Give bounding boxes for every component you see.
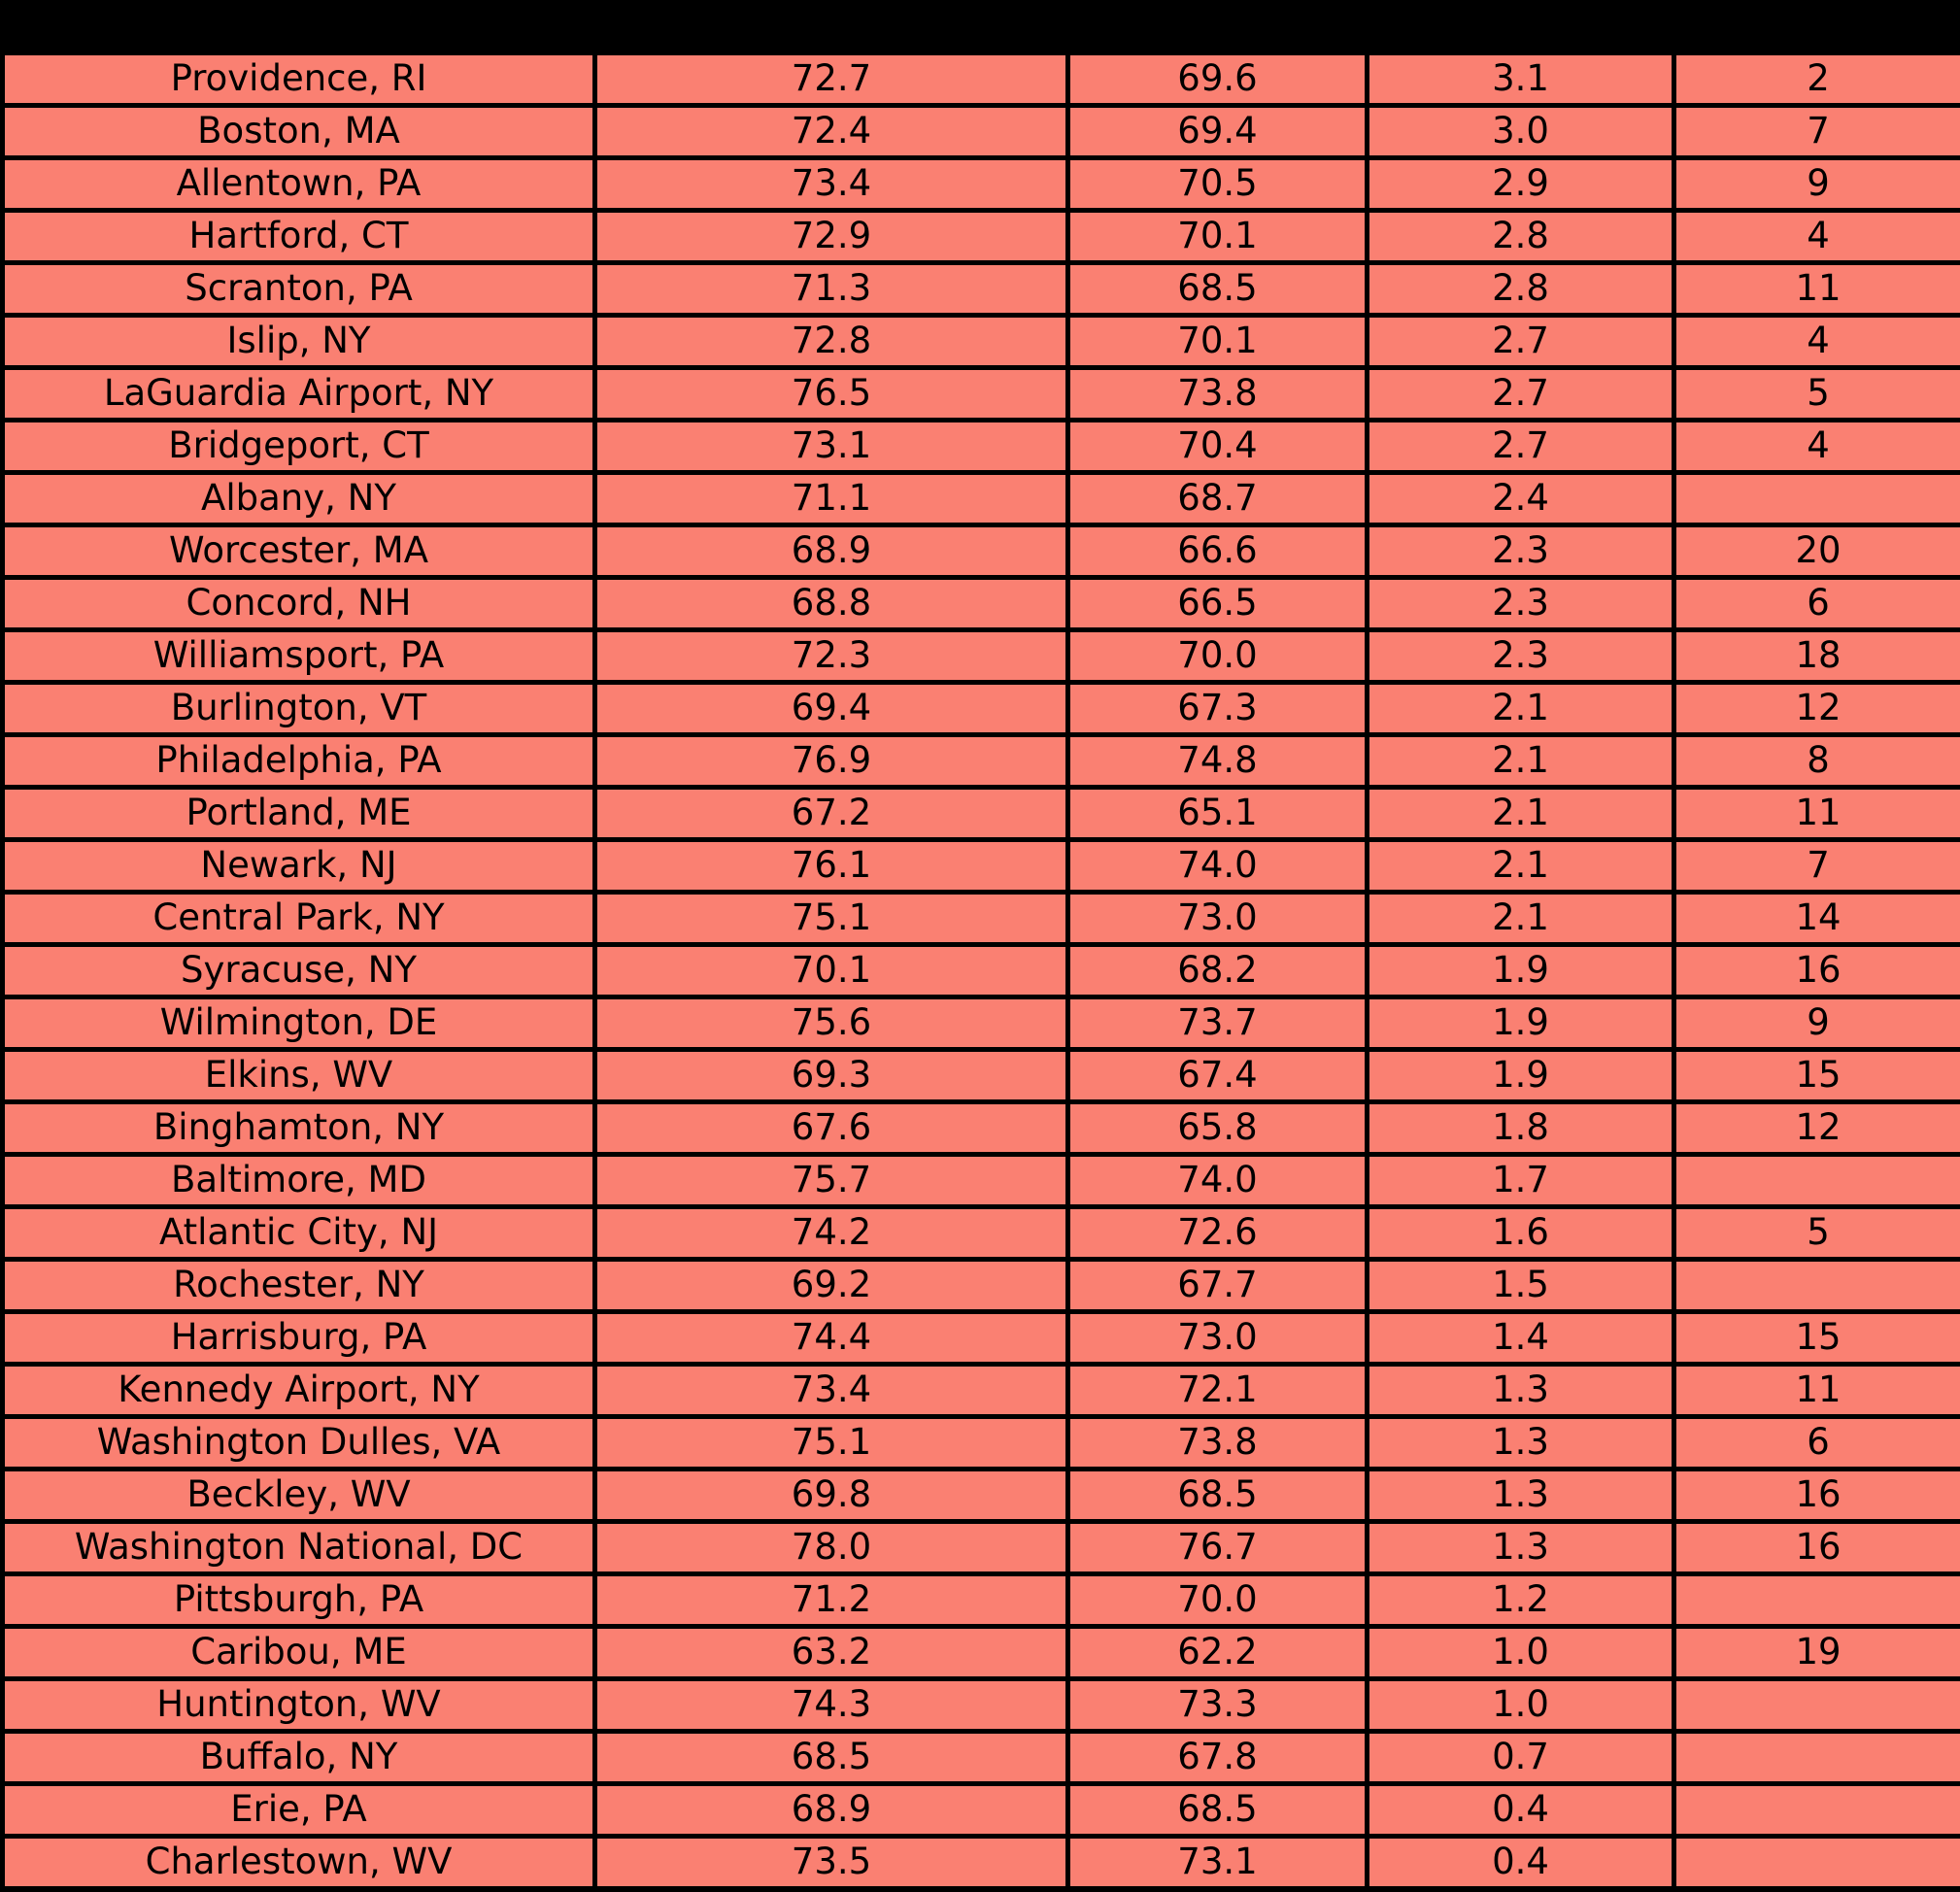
normal-temp-cell: 74.0 bbox=[1068, 840, 1368, 893]
table-row bbox=[3, 683, 1960, 735]
rank-cell: 9 bbox=[1674, 158, 1960, 211]
table-row bbox=[3, 1679, 1960, 1732]
departure-cell: 1.9 bbox=[1368, 997, 1674, 1050]
header-cell-departure bbox=[1368, 3, 1674, 53]
departure-cell: 1.5 bbox=[1368, 1260, 1674, 1312]
city-cell: Burlington, VT bbox=[3, 683, 595, 735]
table-row bbox=[3, 840, 1960, 893]
rank-cell: 4 bbox=[1674, 316, 1960, 368]
table-row bbox=[3, 1417, 1960, 1470]
city-cell: Caribou, ME bbox=[3, 1627, 595, 1679]
table-row bbox=[3, 945, 1960, 997]
mean-temp-cell: 72.4 bbox=[595, 106, 1068, 158]
rank-cell: 18 bbox=[1674, 630, 1960, 683]
normal-temp-cell: 68.5 bbox=[1068, 1470, 1368, 1522]
normal-temp-cell: 67.4 bbox=[1068, 1050, 1368, 1102]
normal-temp-cell: 72.1 bbox=[1068, 1365, 1368, 1417]
departure-cell: 0.4 bbox=[1368, 1784, 1674, 1837]
city-cell: Philadelphia, PA bbox=[3, 735, 595, 788]
normal-temp-cell: 73.0 bbox=[1068, 893, 1368, 945]
city-cell: Albany, NY bbox=[3, 473, 595, 525]
table-row bbox=[3, 1627, 1960, 1679]
mean-temp-cell: 69.2 bbox=[595, 1260, 1068, 1312]
rank-cell: 11 bbox=[1674, 263, 1960, 316]
departure-cell: 2.7 bbox=[1368, 421, 1674, 473]
table-row bbox=[3, 53, 1960, 106]
table-row bbox=[3, 1102, 1960, 1155]
table-row bbox=[3, 106, 1960, 158]
normal-temp-cell: 62.2 bbox=[1068, 1627, 1368, 1679]
mean-temp-cell: 68.5 bbox=[595, 1732, 1068, 1784]
city-cell: Charlestown, WV bbox=[3, 1837, 595, 1889]
table-row bbox=[3, 1207, 1960, 1260]
table-row bbox=[3, 1522, 1960, 1574]
departure-cell: 3.1 bbox=[1368, 53, 1674, 106]
city-cell: Newark, NJ bbox=[3, 840, 595, 893]
city-cell: Binghamton, NY bbox=[3, 1102, 595, 1155]
mean-temp-cell: 68.9 bbox=[595, 1784, 1068, 1837]
mean-temp-cell: 72.3 bbox=[595, 630, 1068, 683]
table-row bbox=[3, 1732, 1960, 1784]
normal-temp-cell: 66.6 bbox=[1068, 525, 1368, 578]
table-row bbox=[3, 1470, 1960, 1522]
departure-cell: 2.8 bbox=[1368, 211, 1674, 263]
rank-cell: 16 bbox=[1674, 945, 1960, 997]
normal-temp-cell: 73.8 bbox=[1068, 368, 1368, 421]
rank-cell: 16 bbox=[1674, 1522, 1960, 1574]
city-cell: Scranton, PA bbox=[3, 263, 595, 316]
departure-cell: 2.7 bbox=[1368, 316, 1674, 368]
city-cell: Allentown, PA bbox=[3, 158, 595, 211]
normal-temp-cell: 68.2 bbox=[1068, 945, 1368, 997]
table-row bbox=[3, 368, 1960, 421]
city-cell: Syracuse, NY bbox=[3, 945, 595, 997]
normal-temp-cell: 70.0 bbox=[1068, 630, 1368, 683]
mean-temp-cell: 76.9 bbox=[595, 735, 1068, 788]
mean-temp-cell: 72.7 bbox=[595, 53, 1068, 106]
normal-temp-cell: 67.8 bbox=[1068, 1732, 1368, 1784]
mean-temp-cell: 74.4 bbox=[595, 1312, 1068, 1365]
normal-temp-cell: 69.4 bbox=[1068, 106, 1368, 158]
normal-temp-cell: 65.1 bbox=[1068, 788, 1368, 840]
mean-temp-cell: 68.8 bbox=[595, 578, 1068, 630]
normal-temp-cell: 70.1 bbox=[1068, 316, 1368, 368]
normal-temp-cell: 68.5 bbox=[1068, 263, 1368, 316]
mean-temp-cell: 69.8 bbox=[595, 1470, 1068, 1522]
normal-temp-cell: 67.7 bbox=[1068, 1260, 1368, 1312]
rank-cell: 19 bbox=[1674, 1627, 1960, 1679]
city-cell: Huntington, WV bbox=[3, 1679, 595, 1732]
rank-cell: 11 bbox=[1674, 1365, 1960, 1417]
mean-temp-cell: 75.1 bbox=[595, 893, 1068, 945]
city-cell: Worcester, MA bbox=[3, 525, 595, 578]
normal-temp-cell: 70.4 bbox=[1068, 421, 1368, 473]
city-cell: Wilmington, DE bbox=[3, 997, 595, 1050]
city-cell: Beckley, WV bbox=[3, 1470, 595, 1522]
departure-cell: 2.1 bbox=[1368, 840, 1674, 893]
city-cell: Washington National, DC bbox=[3, 1522, 595, 1574]
departure-cell: 1.3 bbox=[1368, 1470, 1674, 1522]
mean-temp-cell: 71.1 bbox=[595, 473, 1068, 525]
mean-temp-cell: 72.9 bbox=[595, 211, 1068, 263]
table-body bbox=[3, 53, 1960, 1889]
departure-cell: 2.7 bbox=[1368, 368, 1674, 421]
mean-temp-cell: 78.0 bbox=[595, 1522, 1068, 1574]
mean-temp-cell: 63.2 bbox=[595, 1627, 1068, 1679]
city-cell: Williamsport, PA bbox=[3, 630, 595, 683]
departure-cell: 2.3 bbox=[1368, 525, 1674, 578]
mean-temp-cell: 67.6 bbox=[595, 1102, 1068, 1155]
city-cell: Kennedy Airport, NY bbox=[3, 1365, 595, 1417]
city-cell: Bridgeport, CT bbox=[3, 421, 595, 473]
normal-temp-cell: 74.8 bbox=[1068, 735, 1368, 788]
mean-temp-cell: 72.8 bbox=[595, 316, 1068, 368]
departure-cell: 1.9 bbox=[1368, 945, 1674, 997]
rank-cell: 15 bbox=[1674, 1050, 1960, 1102]
normal-temp-cell: 69.6 bbox=[1068, 53, 1368, 106]
departure-cell: 2.8 bbox=[1368, 263, 1674, 316]
city-cell: Islip, NY bbox=[3, 316, 595, 368]
rank-cell: 6 bbox=[1674, 578, 1960, 630]
city-cell: Erie, PA bbox=[3, 1784, 595, 1837]
normal-temp-cell: 73.0 bbox=[1068, 1312, 1368, 1365]
departure-cell: 2.4 bbox=[1368, 473, 1674, 525]
city-cell: Rochester, NY bbox=[3, 1260, 595, 1312]
table-row bbox=[3, 893, 1960, 945]
table-row bbox=[3, 316, 1960, 368]
table-row bbox=[3, 630, 1960, 683]
header-cell-rank bbox=[1674, 3, 1960, 53]
rank-cell: 6 bbox=[1674, 1417, 1960, 1470]
mean-temp-cell: 76.5 bbox=[595, 368, 1068, 421]
rank-cell: 9 bbox=[1674, 997, 1960, 1050]
normal-temp-cell: 68.5 bbox=[1068, 1784, 1368, 1837]
normal-temp-cell: 70.0 bbox=[1068, 1574, 1368, 1627]
departure-cell: 1.9 bbox=[1368, 1050, 1674, 1102]
rank-cell bbox=[1674, 1784, 1960, 1837]
departure-cell: 0.7 bbox=[1368, 1732, 1674, 1784]
mean-temp-cell: 75.1 bbox=[595, 1417, 1068, 1470]
city-cell: LaGuardia Airport, NY bbox=[3, 368, 595, 421]
rank-cell: 5 bbox=[1674, 368, 1960, 421]
normal-temp-cell: 65.8 bbox=[1068, 1102, 1368, 1155]
departure-cell: 2.1 bbox=[1368, 893, 1674, 945]
mean-temp-cell: 69.4 bbox=[595, 683, 1068, 735]
rank-cell: 15 bbox=[1674, 1312, 1960, 1365]
rank-cell: 12 bbox=[1674, 683, 1960, 735]
table-row bbox=[3, 158, 1960, 211]
mean-temp-cell: 75.7 bbox=[595, 1155, 1068, 1207]
mean-temp-cell: 67.2 bbox=[595, 788, 1068, 840]
city-cell: Elkins, WV bbox=[3, 1050, 595, 1102]
departure-cell: 1.4 bbox=[1368, 1312, 1674, 1365]
rank-cell: 11 bbox=[1674, 788, 1960, 840]
table-row bbox=[3, 997, 1960, 1050]
departure-cell: 2.1 bbox=[1368, 683, 1674, 735]
normal-temp-cell: 73.3 bbox=[1068, 1679, 1368, 1732]
table-row bbox=[3, 1784, 1960, 1837]
normal-temp-cell: 73.7 bbox=[1068, 997, 1368, 1050]
rank-cell: 8 bbox=[1674, 735, 1960, 788]
rank-cell: 2 bbox=[1674, 53, 1960, 106]
mean-temp-cell: 74.3 bbox=[595, 1679, 1068, 1732]
mean-temp-cell: 69.3 bbox=[595, 1050, 1068, 1102]
departure-cell: 2.1 bbox=[1368, 788, 1674, 840]
table-row bbox=[3, 211, 1960, 263]
header-row bbox=[3, 3, 1960, 53]
departure-cell: 1.0 bbox=[1368, 1627, 1674, 1679]
departure-cell: 1.0 bbox=[1368, 1679, 1674, 1732]
normal-temp-cell: 67.3 bbox=[1068, 683, 1368, 735]
rank-cell bbox=[1674, 1574, 1960, 1627]
departure-cell: 2.1 bbox=[1368, 735, 1674, 788]
departure-cell: 2.9 bbox=[1368, 158, 1674, 211]
normal-temp-cell: 66.5 bbox=[1068, 578, 1368, 630]
table-row bbox=[3, 578, 1960, 630]
departure-cell: 1.8 bbox=[1368, 1102, 1674, 1155]
rank-cell: 4 bbox=[1674, 211, 1960, 263]
table-row bbox=[3, 788, 1960, 840]
header-cell-normal-temp bbox=[1068, 3, 1368, 53]
mean-temp-cell: 74.2 bbox=[595, 1207, 1068, 1260]
table-row bbox=[3, 1365, 1960, 1417]
city-cell: Central Park, NY bbox=[3, 893, 595, 945]
normal-temp-cell: 70.5 bbox=[1068, 158, 1368, 211]
mean-temp-cell: 73.5 bbox=[595, 1837, 1068, 1889]
city-cell: Providence, RI bbox=[3, 53, 595, 106]
departure-cell: 2.3 bbox=[1368, 578, 1674, 630]
rank-cell bbox=[1674, 1732, 1960, 1784]
departure-cell: 0.4 bbox=[1368, 1837, 1674, 1889]
mean-temp-cell: 73.4 bbox=[595, 1365, 1068, 1417]
departure-cell: 3.0 bbox=[1368, 106, 1674, 158]
departure-cell: 1.7 bbox=[1368, 1155, 1674, 1207]
mean-temp-cell: 75.6 bbox=[595, 997, 1068, 1050]
header-cell-mean-temp bbox=[595, 3, 1068, 53]
table-row bbox=[3, 735, 1960, 788]
table-row bbox=[3, 525, 1960, 578]
normal-temp-cell: 68.7 bbox=[1068, 473, 1368, 525]
normal-temp-cell: 70.1 bbox=[1068, 211, 1368, 263]
table-row bbox=[3, 1837, 1960, 1889]
table-row bbox=[3, 1050, 1960, 1102]
city-cell: Portland, ME bbox=[3, 788, 595, 840]
mean-temp-cell: 73.1 bbox=[595, 421, 1068, 473]
table-row bbox=[3, 1260, 1960, 1312]
rank-cell: 16 bbox=[1674, 1470, 1960, 1522]
rank-cell: 7 bbox=[1674, 840, 1960, 893]
rank-cell: 14 bbox=[1674, 893, 1960, 945]
city-cell: Harrisburg, PA bbox=[3, 1312, 595, 1365]
normal-temp-cell: 76.7 bbox=[1068, 1522, 1368, 1574]
rank-cell bbox=[1674, 1155, 1960, 1207]
table-row bbox=[3, 473, 1960, 525]
normal-temp-cell: 74.0 bbox=[1068, 1155, 1368, 1207]
mean-temp-cell: 76.1 bbox=[595, 840, 1068, 893]
normal-temp-cell: 73.1 bbox=[1068, 1837, 1368, 1889]
city-cell: Baltimore, MD bbox=[3, 1155, 595, 1207]
city-cell: Hartford, CT bbox=[3, 211, 595, 263]
city-cell: Atlantic City, NJ bbox=[3, 1207, 595, 1260]
rank-cell: 7 bbox=[1674, 106, 1960, 158]
departure-cell: 2.3 bbox=[1368, 630, 1674, 683]
mean-temp-cell: 73.4 bbox=[595, 158, 1068, 211]
rank-cell bbox=[1674, 1679, 1960, 1732]
city-cell: Buffalo, NY bbox=[3, 1732, 595, 1784]
rank-cell: 12 bbox=[1674, 1102, 1960, 1155]
city-cell: Boston, MA bbox=[3, 106, 595, 158]
normal-temp-cell: 72.6 bbox=[1068, 1207, 1368, 1260]
mean-temp-cell: 70.1 bbox=[595, 945, 1068, 997]
departure-cell: 1.3 bbox=[1368, 1522, 1674, 1574]
table-row bbox=[3, 1312, 1960, 1365]
normal-temp-cell: 73.8 bbox=[1068, 1417, 1368, 1470]
city-cell: Washington Dulles, VA bbox=[3, 1417, 595, 1470]
rank-cell bbox=[1674, 1837, 1960, 1889]
table-row bbox=[3, 1574, 1960, 1627]
city-cell: Pittsburgh, PA bbox=[3, 1574, 595, 1627]
departure-cell: 1.6 bbox=[1368, 1207, 1674, 1260]
table-row bbox=[3, 421, 1960, 473]
rank-cell bbox=[1674, 473, 1960, 525]
departure-cell: 1.3 bbox=[1368, 1417, 1674, 1470]
rank-cell: 5 bbox=[1674, 1207, 1960, 1260]
rank-cell: 20 bbox=[1674, 525, 1960, 578]
table-row bbox=[3, 1155, 1960, 1207]
city-cell: Concord, NH bbox=[3, 578, 595, 630]
rank-cell: 4 bbox=[1674, 421, 1960, 473]
mean-temp-cell: 71.2 bbox=[595, 1574, 1068, 1627]
mean-temp-cell: 71.3 bbox=[595, 263, 1068, 316]
departure-cell: 1.3 bbox=[1368, 1365, 1674, 1417]
rank-cell bbox=[1674, 1260, 1960, 1312]
departure-cell: 1.2 bbox=[1368, 1574, 1674, 1627]
header-cell-city bbox=[3, 3, 595, 53]
table-row bbox=[3, 263, 1960, 316]
mean-temp-cell: 68.9 bbox=[595, 525, 1068, 578]
